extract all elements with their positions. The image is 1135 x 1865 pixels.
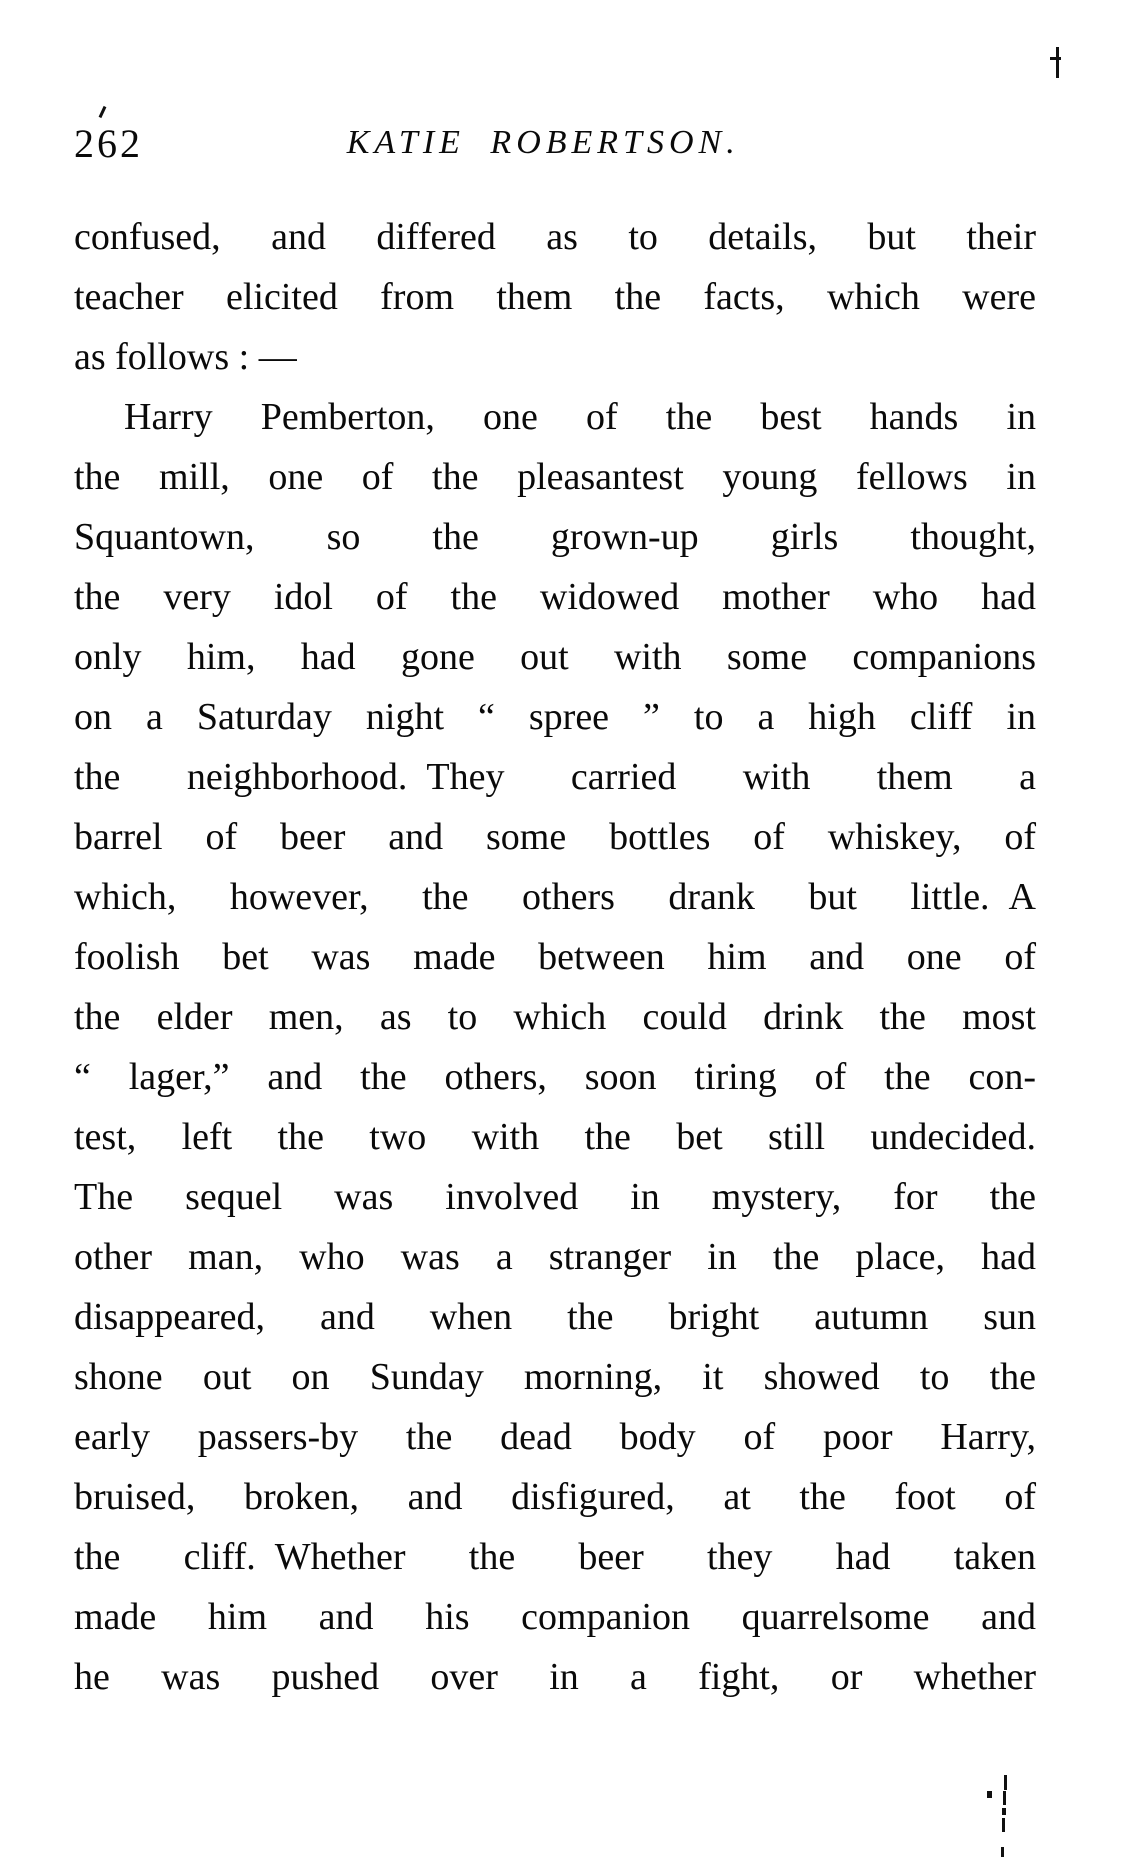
text-line: which, however, the others drank but little. A: [74, 876, 1036, 918]
scan-artifact: [1001, 1847, 1004, 1857]
text-line: the mill, one of the pleasantest young fellows in: [74, 456, 1036, 498]
text-line: he was pushed over in a fight, or whether: [74, 1656, 1036, 1698]
page-text-block: [74, 207, 1036, 1707]
text-line: foolish bet was made between him and one of: [74, 936, 1036, 978]
running-header-title: KATIE ROBERTSON.: [346, 124, 740, 161]
scan-artifact: [1003, 1791, 1006, 1805]
text-line: The sequel was involved in mystery, for the: [74, 1176, 1036, 1218]
scan-artifact: [1004, 1775, 1007, 1790]
scan-artifact: [987, 1791, 992, 1798]
page-number: 262: [74, 121, 143, 166]
text-line: Harry Pemberton, one of the best hands in: [124, 396, 1036, 438]
text-line: teacher elicited from them the facts, which were: [74, 276, 1036, 318]
text-line: only him, had gone out with some companions: [74, 636, 1036, 678]
text-line: early passers-by the dead body of poor Harry,: [74, 1416, 1036, 1458]
text-line: the elder men, as to which could drink the most: [74, 996, 1036, 1038]
scan-artifact: [1002, 1818, 1005, 1832]
text-line: Squantown, so the grown-up girls thought,: [74, 516, 1036, 558]
text-line: other man, who was a stranger in the place, had: [74, 1236, 1036, 1278]
text-line: made him and his companion quarrelsome and: [74, 1596, 1036, 1638]
text-line: as follows : —: [74, 336, 297, 378]
text-line: disappeared, and when the bright autumn sun: [74, 1296, 1036, 1338]
text-line: on a Saturday night “ spree ” to a high cliff in: [74, 696, 1036, 738]
text-line: confused, and differed as to details, but their: [74, 216, 1036, 258]
text-line: shone out on Sunday morning, it showed to the: [74, 1356, 1036, 1398]
text-line: “ lager,” and the others, soon tiring of the con-: [74, 1056, 1036, 1098]
text-line: bruised, broken, and disfigured, at the foot of: [74, 1476, 1036, 1518]
text-line: barrel of beer and some bottles of whiskey, of: [74, 816, 1036, 858]
running-header: [74, 116, 1036, 170]
text-line: the cliff. Whether the beer they had taken: [74, 1536, 1036, 1578]
scan-artifact: [1056, 47, 1059, 78]
text-line: the very idol of the widowed mother who had: [74, 576, 1036, 618]
text-line: the neighborhood. They carried with them a: [74, 756, 1036, 798]
text-line: test, left the two with the bet still undecided.: [74, 1116, 1036, 1158]
scan-artifact: [1050, 57, 1061, 60]
scan-artifact: [1002, 1808, 1006, 1815]
